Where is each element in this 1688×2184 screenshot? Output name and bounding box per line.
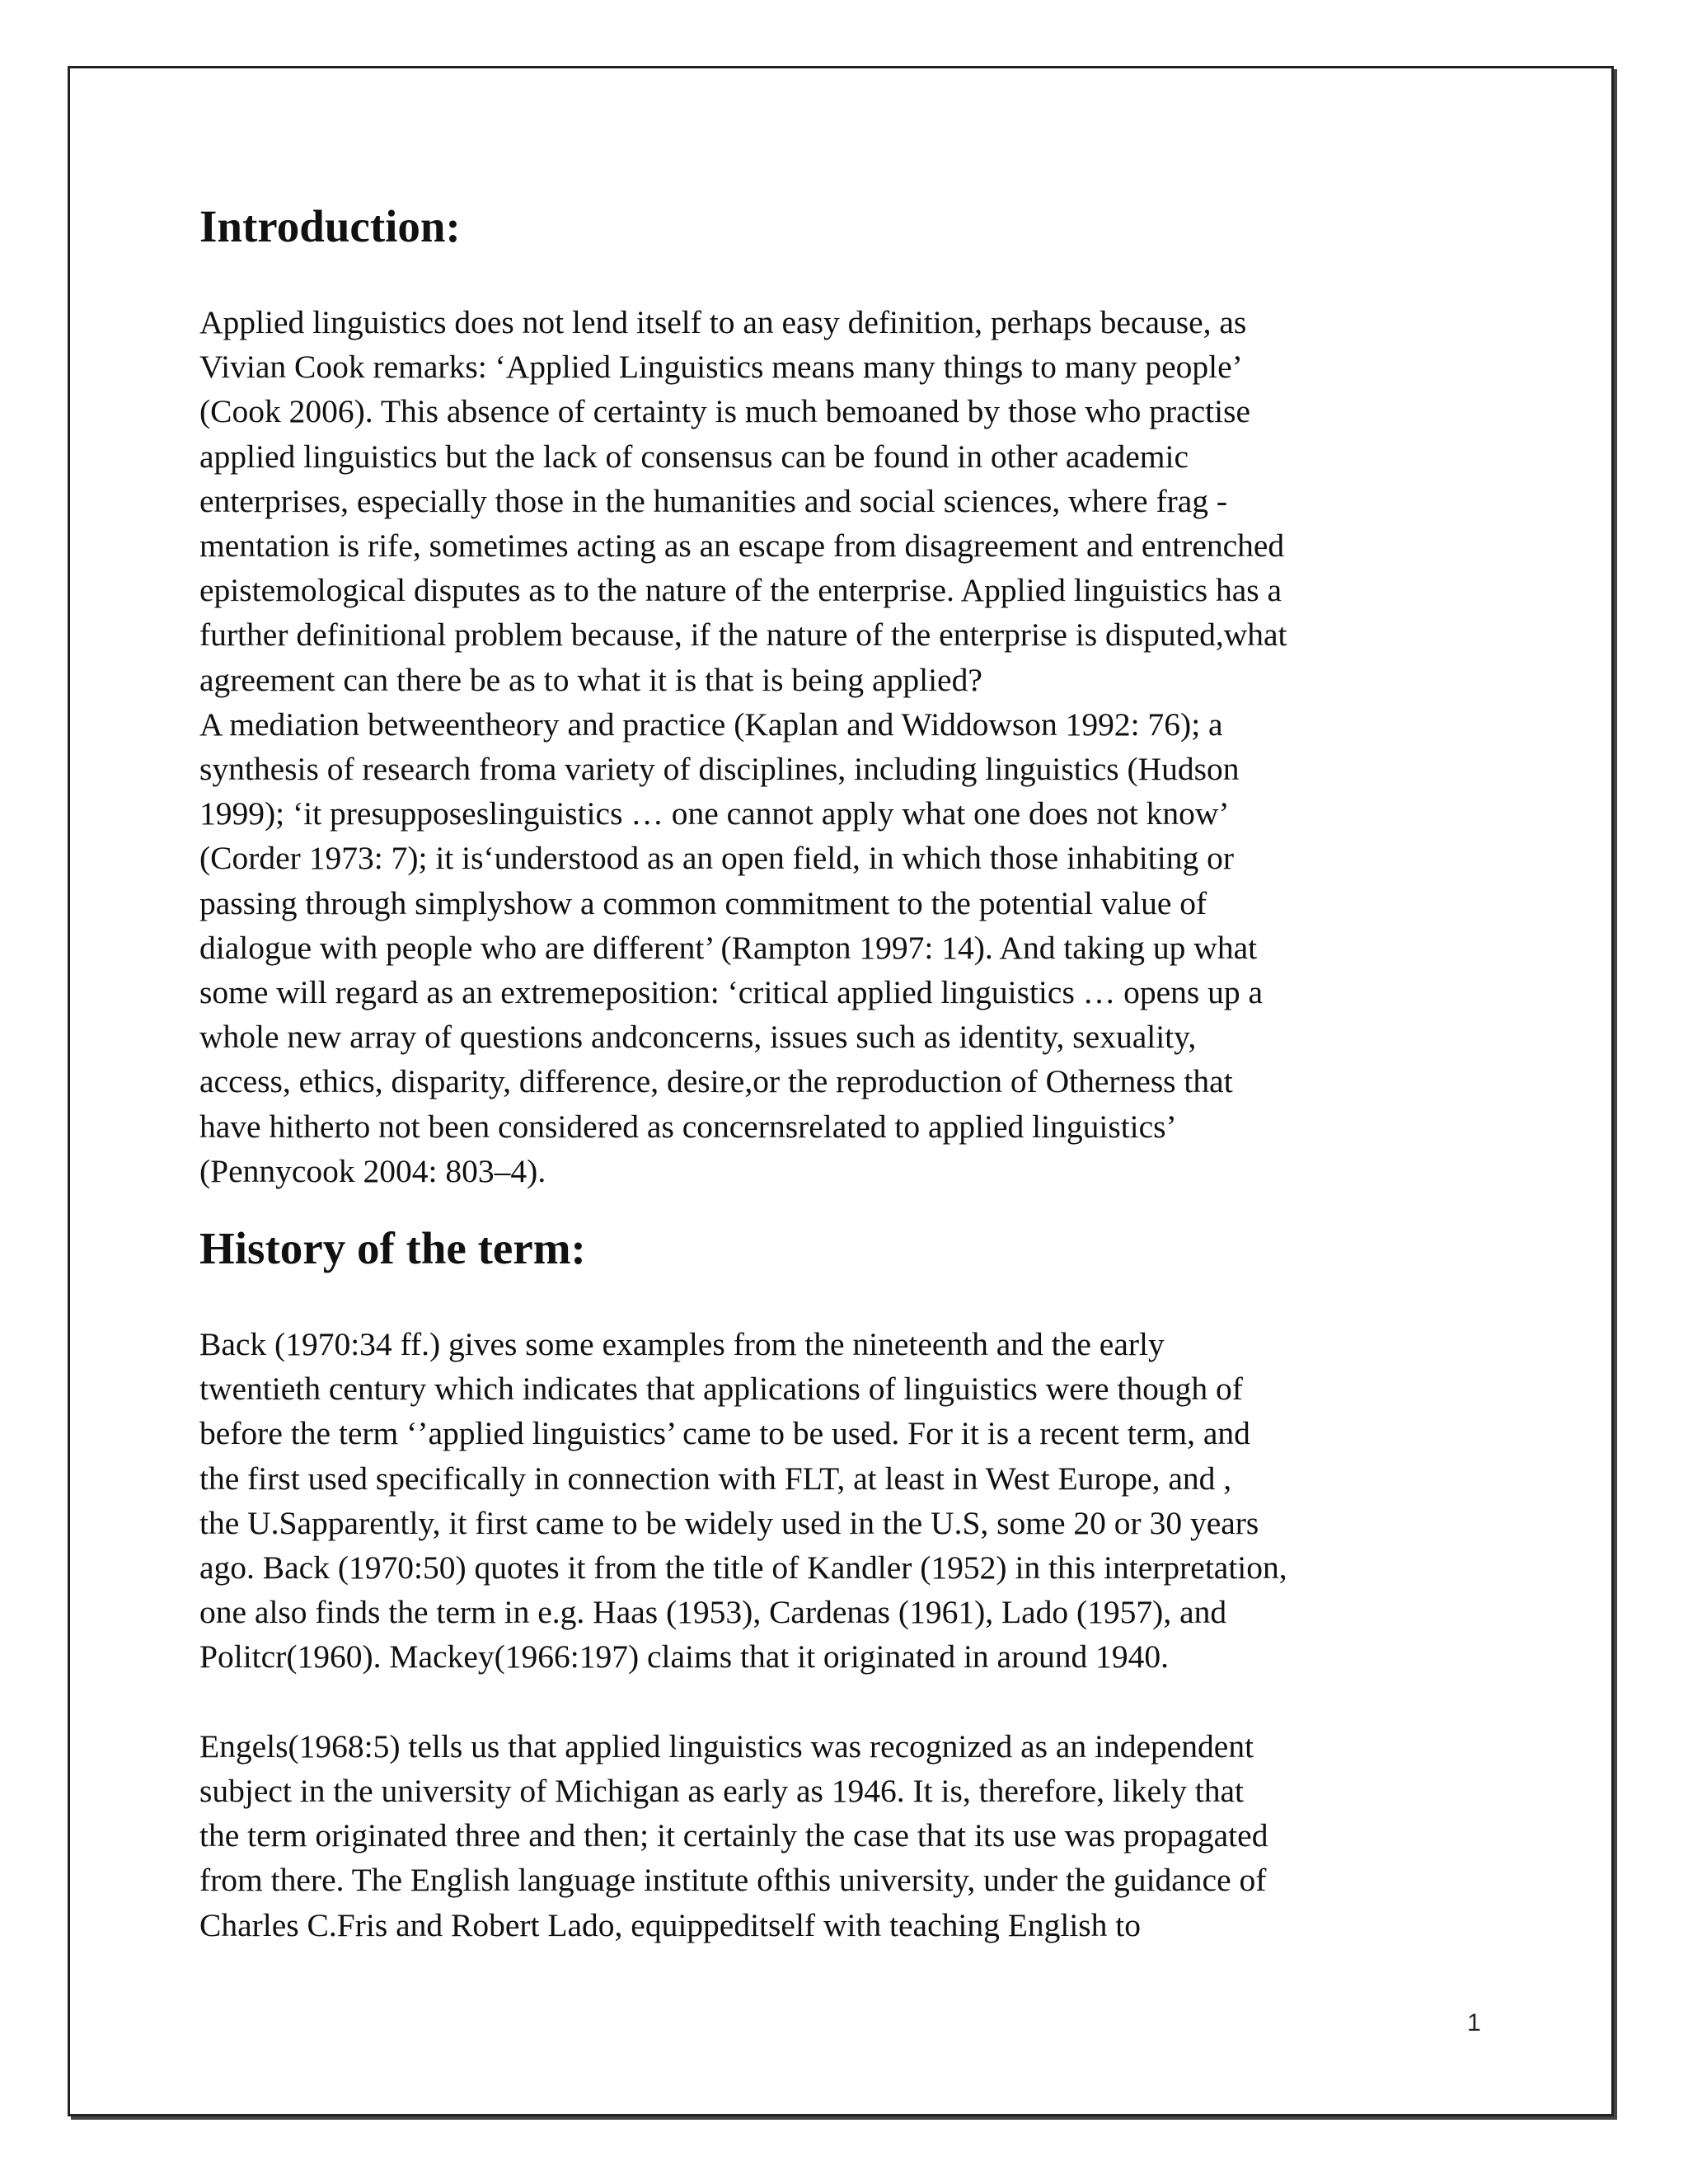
text-line: passing through simplyshow a common commitment to the potential value of bbox=[199, 884, 1207, 921]
text-line: dialogue with people who are different’ (Rampton 1997: 14). And taking up what bbox=[199, 929, 1258, 966]
text-line: epistemological disputes as to the nature of the enterprise. Applied linguistics has a bbox=[199, 572, 1282, 609]
text-line: subject in the university of Michigan as early as 1946. It is, therefore, likely that bbox=[199, 1772, 1244, 1809]
page-number: 1 bbox=[1467, 2009, 1481, 2036]
intro-paragraph bbox=[199, 300, 1518, 1193]
text-line: the U.Sapparently, it first came to be widely used in the U.S, some 20 or 30 years bbox=[199, 1504, 1259, 1541]
text-line: Politcr(1960). Mackey(1966:197) claims that it originated in around 1940. bbox=[199, 1638, 1169, 1675]
text-line: have hitherto not been considered as concernsrelated to applied linguistics’ bbox=[199, 1108, 1177, 1145]
text-line: mentation is rife, sometimes acting as an escape from disagreement and entrenched bbox=[199, 527, 1285, 565]
text-line: further definitional problem because, if the nature of the enterprise is disputed,what bbox=[199, 616, 1287, 654]
text-line: Vivian Cook remarks: ‘Applied Linguistics means many things to many people’ bbox=[199, 349, 1243, 386]
text-line: one also finds the term in e.g. Haas (1953), Cardenas (1961), Lado (1957), and bbox=[199, 1594, 1227, 1631]
text-line: twentieth century which indicates that applications of linguistics were though of bbox=[199, 1371, 1243, 1408]
text-line: Engels(1968:5) tells us that applied linguistics was recognized as an independent bbox=[199, 1727, 1254, 1765]
text-line: the first used specifically in connection with FLT, at least in West Europe, and , bbox=[199, 1460, 1232, 1497]
text-line: Applied linguistics does not lend itself to an easy definition, perhaps because, as bbox=[199, 304, 1247, 340]
text-line: synthesis of research froma variety of disciplines, including linguistics (Hudson bbox=[199, 751, 1240, 788]
text-line: (Pennycook 2004: 803–4). bbox=[199, 1152, 546, 1189]
text-line: (Corder 1973: 7); it is‘understood as an open field, in which those inhabiting or bbox=[199, 840, 1234, 877]
text-line: before the term ‘’applied linguistics’ came to be used. For it is a recent term, and bbox=[199, 1415, 1250, 1452]
history-paragraph-1 bbox=[199, 1322, 1518, 1680]
text-line: enterprises, especially those in the humanities and social sciences, where frag - bbox=[199, 482, 1228, 519]
text-line: from there. The English language institute ofthis university, under the guidance of bbox=[199, 1862, 1267, 1899]
text-line: the term originated three and then; it certainly the case that its use was propagated bbox=[199, 1817, 1268, 1854]
intro-heading: Introduction: bbox=[199, 201, 461, 251]
text-line: agreement can there be as to what it is that is being applied? bbox=[199, 661, 982, 698]
text-line: (Cook 2006). This absence of certainty is much bemoaned by those who practise bbox=[199, 393, 1251, 430]
history-paragraph-2 bbox=[199, 1724, 1518, 1947]
document-body bbox=[199, 198, 1518, 1947]
text-line: some will regard as an extremeposition: ‘critical applied linguistics … opens up a bbox=[199, 974, 1263, 1011]
text-line: 1999); ‘it presupposeslinguistics … one cannot apply what one does not know’ bbox=[199, 795, 1230, 832]
text-line: access, ethics, disparity, difference, desire,or the reproduction of Otherness that bbox=[199, 1063, 1233, 1100]
history-heading: History of the term: bbox=[199, 1223, 586, 1274]
text-line: Charles C.Fris and Robert Lado, equippeditself with teaching English to bbox=[199, 1906, 1142, 1943]
text-line: Back (1970:34 ff.) gives some examples from the nineteenth and the early bbox=[199, 1326, 1165, 1363]
text-line: whole new array of questions andconcerns, issues such as identity, sexuality, bbox=[199, 1019, 1197, 1056]
text-line: ago. Back (1970:50) quotes it from the title of Kandler (1952) in this interpretation, bbox=[199, 1549, 1287, 1586]
text-line: A mediation betweentheory and practice (Kaplan and Widdowson 1992: 76); a bbox=[199, 705, 1223, 743]
text-line: applied linguistics but the lack of consensus can be found in other academic bbox=[199, 438, 1189, 475]
